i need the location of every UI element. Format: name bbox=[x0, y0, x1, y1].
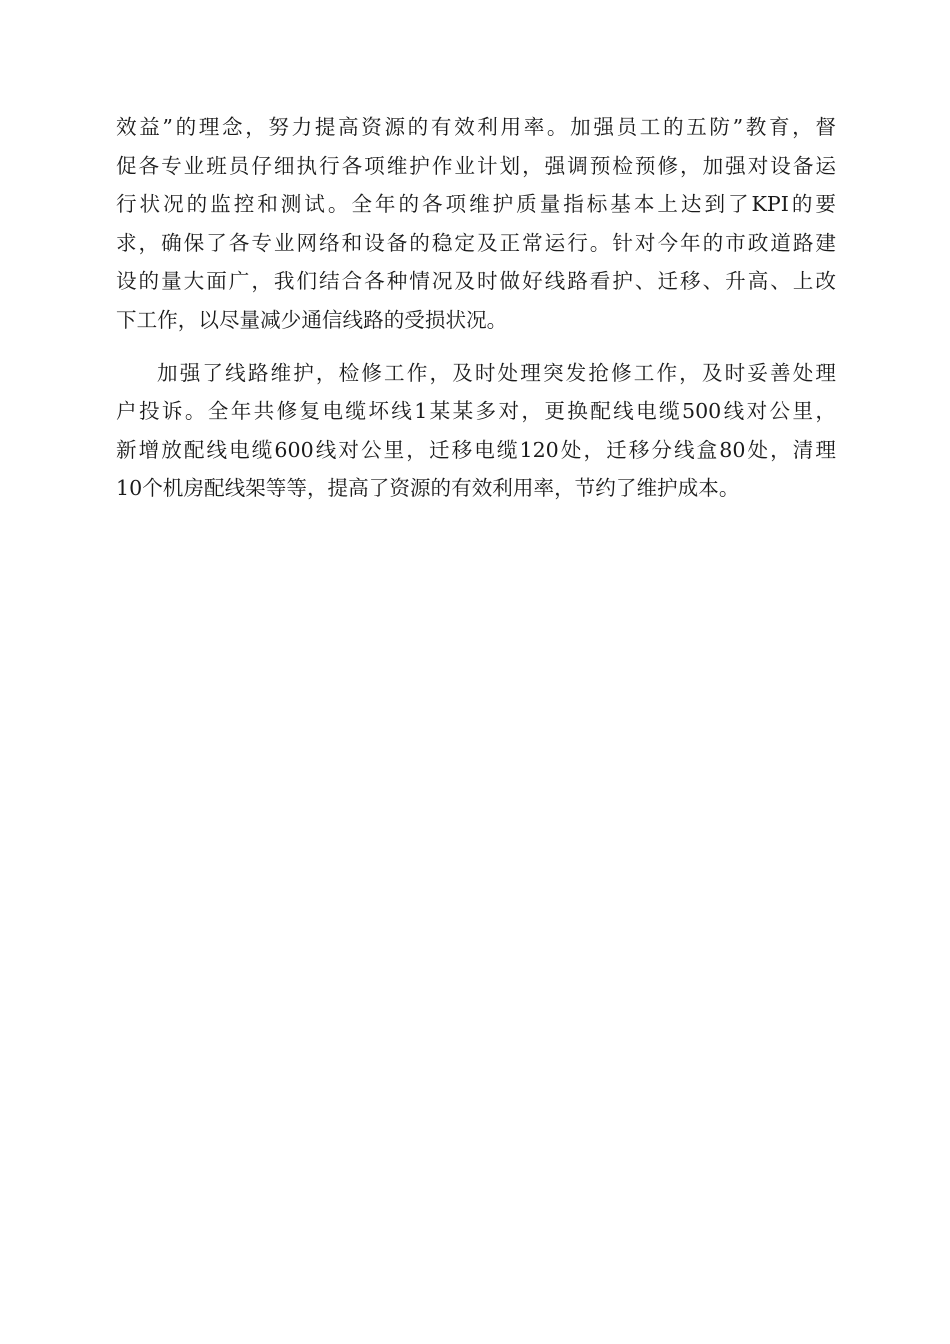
text-line: 新增放配线电缆600线对公里，迁移电缆120处，迁移分线盒80处，清理 bbox=[116, 437, 836, 462]
document-body bbox=[116, 108, 836, 508]
paragraph-line-maintenance bbox=[116, 354, 836, 508]
text-line: 下工作，以尽量减少通信线路的受损状况。 bbox=[116, 307, 508, 332]
text-line: 10个机房配线架等等，提高了资源的有效利用率，节约了维护成本。 bbox=[116, 476, 740, 501]
text-line: 行状况的监控和测试。全年的各项维护质量指标基本上达到了KPI的要 bbox=[116, 192, 836, 217]
paragraph-spacer bbox=[116, 340, 836, 354]
text-line: 户投诉。全年共修复电缆坏线1某某多对，更换配线电缆500线对公里， bbox=[116, 399, 836, 424]
text-line: 设的量大面广，我们结合各种情况及时做好线路看护、迁移、升高、上改 bbox=[116, 269, 836, 294]
text-line: 加强了线路维护，检修工作，及时处理突发抢修工作，及时妥善处理 bbox=[157, 360, 836, 385]
text-line: 求，确保了各专业网络和设备的稳定及正常运行。针对今年的市政道路建 bbox=[116, 230, 836, 255]
text-line: 效益”的理念，努力提高资源的有效利用率。加强员工的五防”教育，督 bbox=[116, 115, 836, 139]
paragraph-maintenance-philosophy bbox=[116, 108, 836, 340]
text-line: 促各专业班员仔细执行各项维护作业计划，强调预检预修，加强对设备运 bbox=[116, 153, 836, 178]
